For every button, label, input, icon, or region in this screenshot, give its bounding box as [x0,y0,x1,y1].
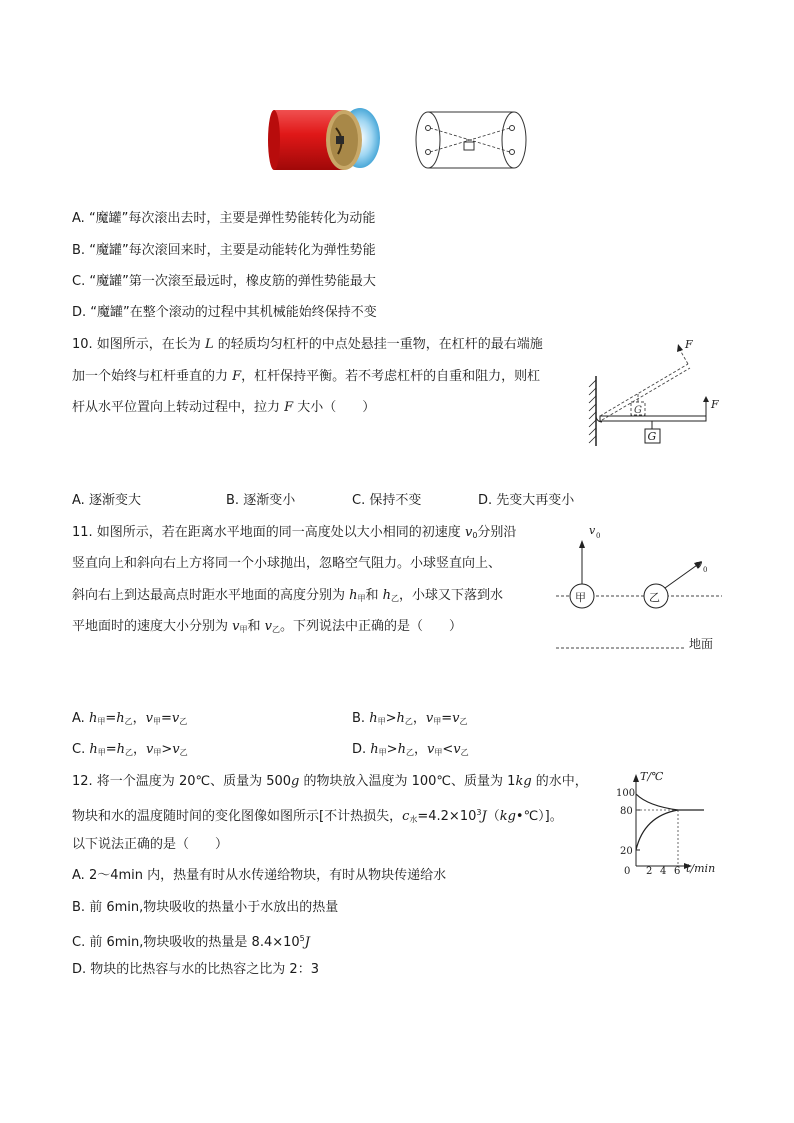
q10-option-d: D. 先变大再变小 [478,493,575,508]
option-key: D. [72,305,87,320]
q10-stem-line2: 加一个始终与杠杆垂直的力 F，杠杆保持平衡。若不考虑杠杆的自重和阻力，则杠 [72,369,541,384]
ball-yi-label: 乙 [649,591,660,604]
q10-option-b: B. 逐渐变小 [226,493,296,508]
y-tick-100: 100 [616,788,636,799]
magic-can-photo [266,104,390,176]
y-tick-20: 20 [620,846,633,857]
v0-label-up: v [589,524,596,537]
q12-option-b: B. 前 6min,物块吸收的热量小于水放出的热量 [72,900,339,915]
ground-label: 地面 [689,637,714,651]
x-tick-2: 2 [646,866,653,877]
q12-stem-line2: 物块和水的温度随时间的变化图像如图所示[不计热损失，$c_水=4.2\times 10^3J(kg•℃)$]。 [72,808,563,824]
weight-label: G [647,430,657,443]
q11-stem-line3: 斜向右上到达最高点时距水平地面的高度分别为 $h_甲$和 $h_乙$，小球又下落到水 [72,588,504,603]
option-text: “魔罐”每次滚出去时，主要是弹性势能转化为动能 [88,211,376,226]
option-text: “魔罐”在整个滚动的过程中其机械能始终保持不变 [90,305,377,320]
q11-option-a: A. $h_甲=h_乙$，$v_甲=v_乙$ [72,711,188,726]
ball-jia-label: 甲 [575,591,586,604]
option-key: C. [72,274,86,289]
q9-option-c [72,273,376,291]
q11-option-b: B. $h_甲>h_乙$，$v_甲=v_乙$ [352,711,468,726]
q11-stem-line1: 11. 如图所示，若在距离水平地面的同一高度处以大小相同的初速度 $v_0$分别沿 [72,525,517,540]
y-tick-80: 80 [620,806,633,817]
x-tick-6: 6 [674,866,681,877]
q12-stem-line3: 以下说法正确的是（ ） [72,837,229,852]
q10-stem-line3: 杆从水平位置向上转动过程中，拉力 F 大小（ ） [72,400,376,415]
water-cooling-curve [636,794,678,810]
q12-stem-line1: 12. 将一个温度为 20℃、质量为 500g 的物块放入温度为 100℃、质量为 1kg 的水中， [72,774,588,789]
weight-label-rotated: G [634,405,642,416]
v0-sub-up: 0 [596,532,601,540]
lever-diagram [586,336,722,452]
option-text: “魔罐”每次滚回来时，主要是动能转化为弹性势能 [89,243,376,258]
q12-option-d: D. 物块的比热容与水的比热容之比为 2：3 [72,962,319,977]
q10-stem-line1: 10. 如图所示，在长为 L 的轻质均匀杠杆的中点处悬挂一重物，在杠杆的最右端施 [72,337,543,352]
q12-option-c: C. 前 6min,物块吸收的热量是 $8.4\times 10^5J$ [72,934,310,950]
q10-option-a: A. 逐渐变大 [72,493,141,508]
q11-option-d: D. $h_甲>h_乙$，$v_甲<v_乙$ [352,742,469,757]
projectile-diagram [552,518,728,658]
option-key: B. [72,243,86,258]
option-key: A. [72,211,85,226]
q9-option-b [72,242,376,260]
q11-stem-line2: 竖直向上和斜向右上方将同一个小球抛出，忽略空气阻力。小球竖直向上、 [72,556,502,571]
block-heating-curve [636,810,678,850]
x-tick-4: 4 [660,866,667,877]
v0-sub-oblique: 0 [703,566,708,574]
q11-option-c: C. $h_甲=h_乙$，$v_甲>v_乙$ [72,742,188,757]
v0-label-oblique: v [696,558,703,571]
q12-option-a: A. 2～4min 内，热量有时从水传递给物块，有时从物块传递给水 [72,868,447,883]
temperature-graph [608,766,724,878]
q9-option-d [72,304,377,322]
q9-option-a [72,210,375,228]
force-label-right: F [711,398,719,411]
x-tick-0: 0 [624,866,631,877]
force-label-rotated: F [685,338,693,351]
x-axis-label: t/min [686,862,716,875]
y-axis-label: T/℃ [640,770,664,783]
magic-can-schematic [414,108,530,172]
q11-stem-line4: 平地面时的速度大小分别为 $v_甲$和 $v_乙$。下列说法中正确的是（ ） [72,619,463,634]
option-text: “魔罐”第一次滚至最远时，橡皮筋的弹性势能最大 [89,274,376,289]
q10-option-c: C. 保持不变 [352,493,422,508]
